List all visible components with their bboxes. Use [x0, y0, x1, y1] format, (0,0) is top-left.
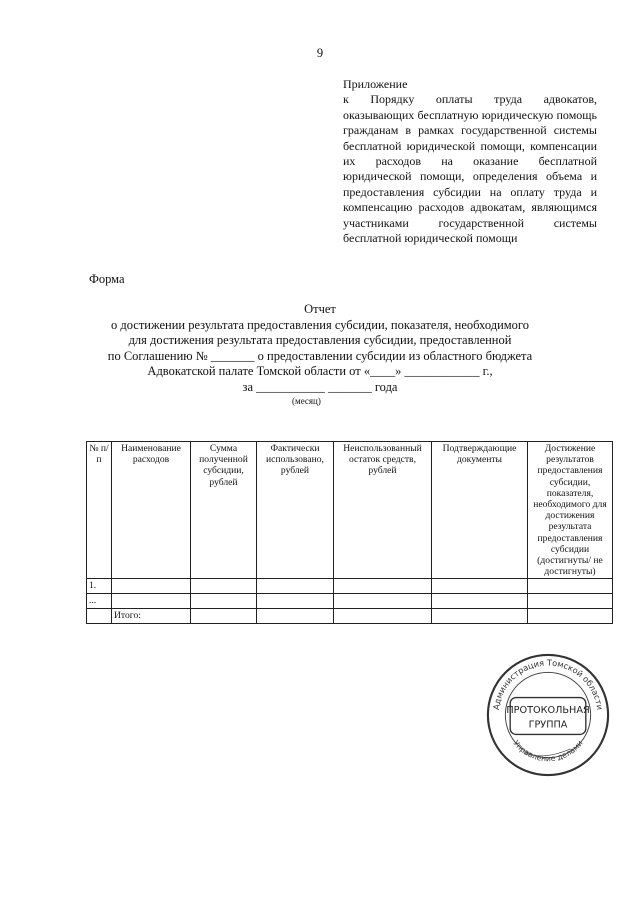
report-line-3: для достижения результата предоставления субсидии, предоставленной: [128, 333, 512, 348]
header-expense-name: Наименование расходов: [112, 442, 191, 579]
row-number: 1.: [87, 579, 112, 594]
row-label: [112, 579, 191, 594]
appendix-block: [343, 77, 597, 246]
stamp-line-1: ПРОТОКОЛЬНАЯ: [506, 705, 590, 717]
month-hint: (месяц): [292, 396, 321, 406]
report-table: [86, 441, 613, 624]
row-label-total: Итого:: [112, 609, 191, 624]
report-line-6: за ___________ _______ года: [242, 379, 398, 394]
form-label: Форма: [89, 272, 125, 286]
page-number: 9: [316, 46, 324, 60]
table-row: [87, 579, 613, 594]
table-row-total: [87, 609, 613, 624]
stamp-outer-text: Администрация Томской области: [490, 657, 606, 711]
appendix-text: к Порядку оплаты труда адвокатов, оказывающих бесплатную юридическую помощь гражданам в рамках государственной системы бесплатной юридической помощи, компенсации их расходов на оказание бесплатной юридической помощи, определения объема и предоставления субсидии на оплату труда и компенсацию расходов адвокатам, являющимся участниками государственной системы бесплатной юридической помощи: [343, 92, 597, 246]
header-achievement: Достижение результатов предоставления субсидии, показателя, необходимого для достижения результата предоставления субсидии (достигнуты/ не достигнуты): [528, 442, 613, 579]
table-header-row: [87, 442, 613, 579]
table-row: [87, 594, 613, 609]
report-title: Отчет: [304, 302, 336, 316]
report-heading: [0, 302, 640, 396]
row-number: ...: [87, 594, 112, 609]
header-number: № п/п: [87, 442, 112, 579]
stamp-bottom-text: Управление делами: [511, 738, 585, 764]
report-line-2: о достижении результата предоставления субсидии, показателя, необходимого: [110, 317, 529, 332]
row-number: [87, 609, 112, 624]
official-stamp: [485, 652, 611, 778]
report-line-5: Адвокатской палате Томской области от «____» ____________ г.,: [147, 364, 493, 379]
report-line-4: по Соглашению № _______ о предоставлении субсидии из областного бюджета: [107, 348, 533, 363]
header-subsidy-amount: Сумма полученной субсидии, рублей: [191, 442, 257, 579]
header-supporting-docs: Подтверждающие документы: [432, 442, 528, 579]
header-actually-used: Фактически использовано, рублей: [257, 442, 334, 579]
stamp-line-2: ГРУППА: [528, 719, 568, 731]
row-label: [112, 594, 191, 609]
header-unused-balance: Неиспользованный остаток средств, рублей: [334, 442, 432, 579]
appendix-title: Приложение: [343, 77, 408, 91]
